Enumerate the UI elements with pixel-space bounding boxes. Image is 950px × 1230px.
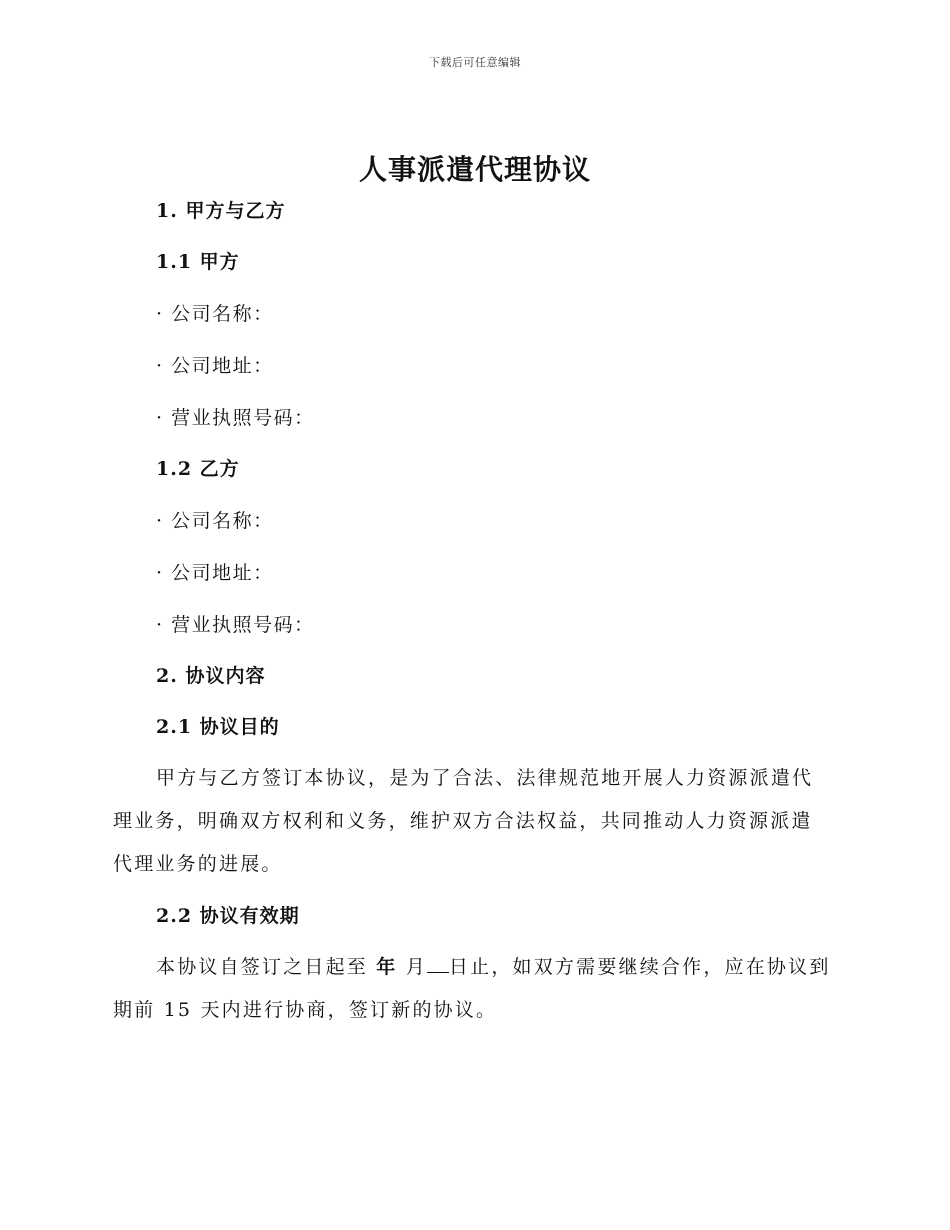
section-2-heading: 2. 协议内容 xyxy=(156,665,266,687)
validity-heading: 2.2 协议有效期 xyxy=(156,905,300,927)
validity-paragraph xyxy=(113,946,833,1032)
party-b-license-label: · 营业执照号码： xyxy=(156,614,315,636)
validity-text-after: 日止，如双方需要继续合作，应在协议到期前 15 天内进行协商，签订新的协议。 xyxy=(113,956,831,1021)
month-char: 月 xyxy=(405,956,427,978)
party-a-address-label: · 公司地址： xyxy=(156,355,274,377)
party-a-license-label: · 营业执照号码： xyxy=(156,407,315,429)
year-char: 年 xyxy=(376,956,398,978)
day-blank xyxy=(427,954,449,973)
purpose-heading: 2.1 协议目的 xyxy=(156,716,280,738)
party-a-heading: 1.1 甲方 xyxy=(156,251,240,273)
party-a-name-label: · 公司名称： xyxy=(156,303,274,325)
party-b-address-label: · 公司地址： xyxy=(156,562,274,584)
purpose-paragraph: 甲方与乙方签订本协议，是为了合法、法律规范地开展人力资源派遣代理业务，明确双方权利和义务，维护双方合法权益，共同推动人力资源派遣代理业务的进展。 xyxy=(113,767,814,875)
document-title: 人事派遣代理协议 xyxy=(358,153,591,186)
party-b-name-label: · 公司名称： xyxy=(156,510,274,532)
validity-text-before: 本协议自签订之日起至 xyxy=(156,956,369,978)
header-note: 下载后可任意编辑 xyxy=(429,56,521,69)
party-b-heading: 1.2 乙方 xyxy=(156,458,240,480)
section-1-heading: 1. 甲方与乙方 xyxy=(156,200,286,222)
